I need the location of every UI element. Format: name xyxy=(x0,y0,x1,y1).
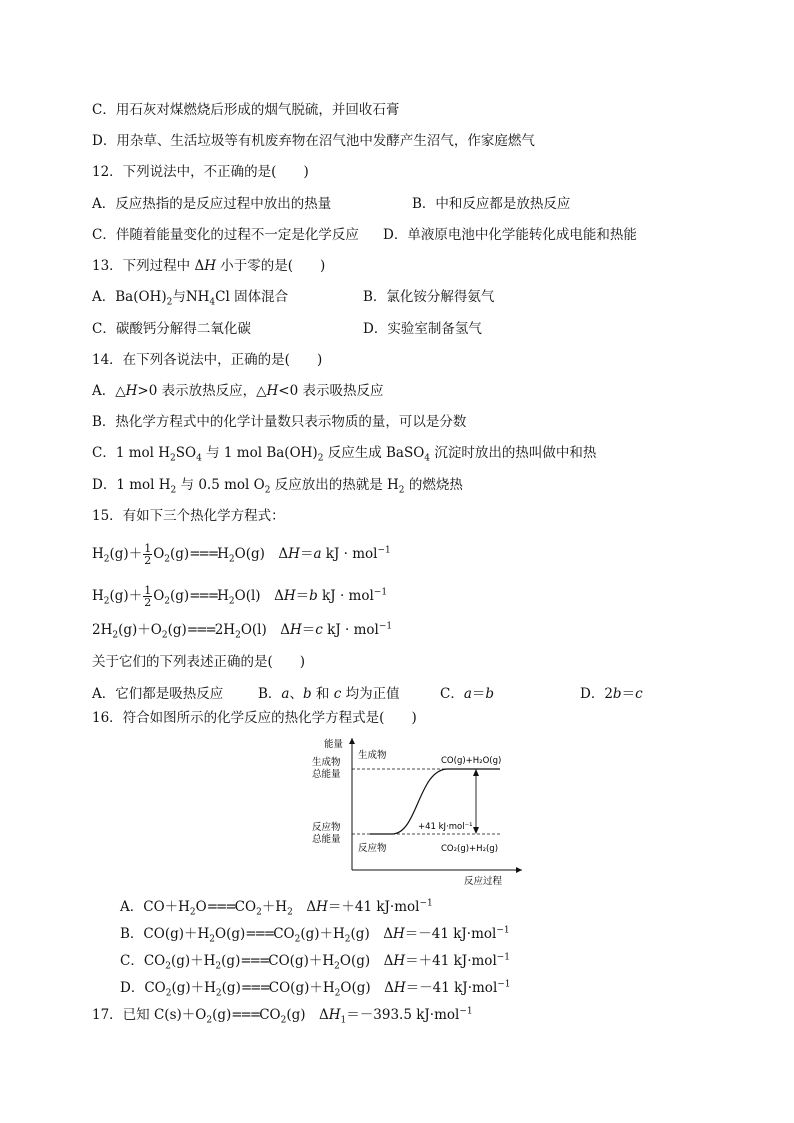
q16-option-d: D．$CO_2(g)+H_2(g)===CO(g)+H_2O(g)$ ΔH＝－41 kJ·mol$^{-1}$ xyxy=(120,979,511,999)
q14-option-c: C．1 mol $H_2SO_4$ 与 1 mol $Ba(OH)_2$ 反应生成 BaSO$_4$ 沉淀时放出的热叫做中和热 xyxy=(92,445,597,464)
product-level-label-2: 总能量 xyxy=(312,769,341,780)
product-level-label-1: 生成物 xyxy=(312,757,341,768)
products-text: 生成物 xyxy=(358,750,387,761)
reactant-level-label-2: 总能量 xyxy=(312,834,341,845)
q12-option-c: C．伴随着能量变化的过程不一定是化学反应 xyxy=(92,227,359,243)
q13-option-d: D．实验室制备氢气 xyxy=(363,321,482,337)
q14-option-b: B．热化学方程式中的化学计量数只表示物质的量，可以是分数 xyxy=(92,414,467,430)
q12-stem: 12．下列说法中，不正确的是( ) xyxy=(92,164,309,180)
delta-h-label: +41 kJ·mol⁻¹ xyxy=(418,822,473,832)
q16-option-c: C．$CO_2(g)+H_2(g)===CO(g)+H_2O(g)$ ΔH＝＋41 kJ·mol$^{-1}$ xyxy=(120,952,511,972)
q15-option-a: A．它们都是吸热反应 xyxy=(92,686,224,702)
products-formula: CO(g)+H₂O(g) xyxy=(441,756,502,766)
x-axis-label: 反应过程 xyxy=(464,876,503,887)
q12-option-b: B．中和反应都是放热反应 xyxy=(412,196,571,212)
energy-diagram xyxy=(300,730,530,890)
q12-option-a: A．反应热指的是反应过程中放出的热量 xyxy=(92,196,332,212)
reactants-formula: CO₂(g)+H₂(g) xyxy=(441,844,499,854)
q17-stem: 17．已知 $C(s)+O_2(g)===CO_2(g)$ $\Delta H_1=-393.5$ kJ·mol$^{-1}$ xyxy=(92,1006,473,1026)
q15-question: 关于它们的下列表述正确的是( ) xyxy=(92,654,306,670)
reactant-level-label-1: 反应物 xyxy=(312,822,341,833)
q14-option-d: D．1 mol $H_2$ 与 0.5 mol $O_2$ 反应放出的热就是 $H_2$ 的燃烧热 xyxy=(92,477,463,496)
q12-option-d: D．单液原电池中化学能转化成电能和热能 xyxy=(383,227,637,243)
q13-option-a: A．$Ba(OH)_2$与$NH_4Cl$ 固体混合 xyxy=(92,289,289,308)
q11-option-d: D．用杂草、生活垃圾等有机废弃物在沼气池中发酵产生沼气，作家庭燃气 xyxy=(92,133,535,149)
y-axis-label: 能量 xyxy=(324,739,344,750)
q16-stem: 16．符合如图所示的化学反应的热化学方程式是( ) xyxy=(92,710,417,726)
q13-option-b: B．氯化铵分解得氨气 xyxy=(363,289,495,305)
q13-stem: 13．下列过程中 ΔH 小于零的是( ) xyxy=(92,258,326,274)
q16-option-b: B．$CO(g)+H_2O(g)===CO_2(g)+H_2(g)$ ΔH＝－41 kJ·mol$^{-1}$ xyxy=(120,925,510,945)
q14-option-a: A．△H>0 表示放热反应，△H<0 表示吸热反应 xyxy=(92,383,384,399)
q15-option-d: D．2b＝c xyxy=(580,686,643,702)
q13-option-c: C．碳酸钙分解得二氧化碳 xyxy=(92,321,251,337)
q15-option-b: B．a、b 和 c 均为正值 xyxy=(258,686,400,702)
q15-equation-3: $2H_2(g)+O_2(g)===2H_2O(l)$ ΔH＝c kJ · mol$^{-1}$ xyxy=(92,621,393,641)
q15-stem: 15．有如下三个热化学方程式： xyxy=(92,508,285,524)
q15-option-c: C．a＝b xyxy=(440,686,495,702)
q16-option-a: A．$CO+H_2O===CO_2+H_2$ ΔH＝＋41 kJ·mol$^{-1}$ xyxy=(120,898,433,918)
q15-equation-2: $H_2(g)+$ $\frac{1}{2}$ $O_2(g)===H_2O(l)$ ΔH＝b kJ · mol$^{-1}$ xyxy=(92,584,388,609)
q14-stem: 14．在下列各说法中，正确的是( ) xyxy=(92,352,323,368)
q11-option-c: C．用石灰对煤燃烧后形成的烟气脱硫，并回收石膏 xyxy=(92,102,400,118)
q15-equation-1: $H_2(g)+$ $\frac{1}{2}$ $O_2(g)===H_2O(g)$ ΔH＝a kJ · mol$^{-1}$ xyxy=(92,542,391,567)
reactants-text: 反应物 xyxy=(358,843,387,854)
